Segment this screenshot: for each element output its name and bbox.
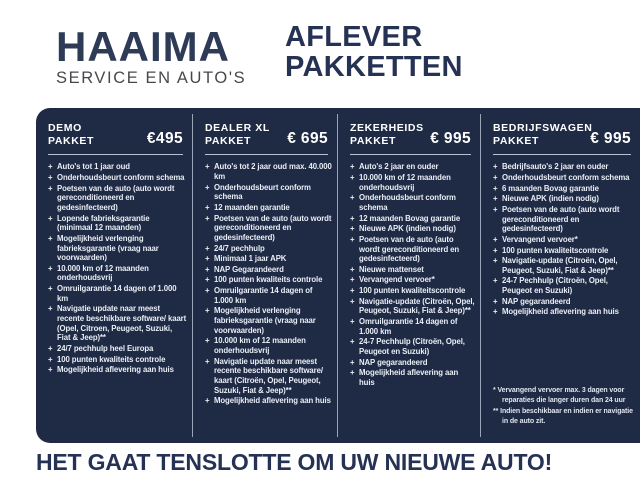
package-item-text: Onderhoudsbeurt conform schema: [57, 172, 185, 182]
package-item-text: 10.000 km of 12 maanden onderhoudsvrij: [214, 336, 306, 356]
header-rule: [350, 154, 471, 155]
package-item-text: Navigatie-update (Citroën, Opel, Peugeot, Suzuki, Fiat & Jeep)**: [502, 256, 618, 275]
package-name-line2: PAKKET: [493, 135, 539, 148]
plus-bullet-icon: +: [48, 183, 53, 193]
plus-bullet-icon: +: [350, 296, 355, 306]
plus-bullet-icon: +: [48, 233, 53, 243]
package-item: [350, 235, 475, 264]
package-item: [48, 234, 187, 263]
package-item-text: Onderhoudsbeurt conform schema: [502, 172, 630, 182]
plus-bullet-icon: +: [205, 243, 210, 253]
package-item: [350, 162, 475, 172]
package-item-text: Navigatie update naar meest recente beschikbare software/ kaart (Citroën, Opel, Peugeot, Suzuki, Fiat & Jeep)**: [214, 356, 323, 395]
package-item-text: 24/7 pechhulp heel Europa: [57, 344, 154, 354]
package-price: €495: [146, 130, 183, 148]
package-name-line2: PAKKET: [48, 135, 94, 148]
plus-bullet-icon: +: [205, 254, 210, 264]
plus-bullet-icon: +: [350, 224, 355, 234]
package-item: [350, 214, 475, 224]
slogan: HET GAAT TENSLOTTE OM UW NIEUWE AUTO!: [36, 449, 553, 475]
header-rule: [205, 154, 328, 155]
package-item-list: [493, 162, 635, 318]
plus-bullet-icon: +: [205, 306, 210, 316]
package-item: [205, 357, 332, 396]
package-item-text: Nieuwe APK (indien nodig): [502, 194, 599, 204]
package-item-text: Omruilgarantie 14 dagen of 1.000 km: [214, 286, 313, 305]
package-item: [48, 284, 187, 303]
plus-bullet-icon: +: [350, 368, 355, 378]
plus-bullet-icon: +: [48, 263, 53, 273]
package-item: [48, 214, 187, 233]
package-item: [48, 344, 187, 354]
package-item: [205, 275, 332, 285]
package-item-text: 100 punten kwaliteits controle: [214, 275, 323, 285]
package-name-line1: DEALER XL: [205, 122, 270, 134]
package-item-text: Mogelijkheid aflevering aan huis: [359, 368, 459, 388]
package-item-text: Poetsen van de auto (auto wordt gereconditioneerd en gedesinfecteerd): [214, 213, 332, 242]
plus-bullet-icon: +: [350, 286, 355, 296]
brand-name: HAAIMA: [56, 23, 230, 70]
package-item-list: [205, 162, 332, 407]
package-item: [205, 336, 332, 355]
package-item-text: Auto's tot 1 jaar oud: [57, 162, 130, 172]
plus-bullet-icon: +: [48, 354, 53, 364]
package-item-text: 24-7 Pechhulp (Citroën, Opel, Peugeot en Suzuki): [502, 276, 608, 296]
footnotes: [493, 386, 635, 433]
header-rule: [493, 154, 631, 155]
package-item: [48, 162, 187, 172]
plus-bullet-icon: +: [493, 245, 498, 255]
header-rule: [48, 154, 183, 155]
package-item-list: [350, 162, 475, 388]
package-item-text: Omruilgarantie 14 dagen of 1.000 km: [359, 317, 458, 336]
package-name: [493, 122, 593, 148]
package-item: [48, 264, 187, 283]
package-item: [205, 214, 332, 243]
packages-panel: [36, 108, 640, 443]
package-item-text: Mogelijkheid verlenging fabrieksgarantie (vraag naar voorwaarden): [57, 233, 159, 263]
plus-bullet-icon: +: [493, 256, 498, 266]
plus-bullet-icon: +: [205, 162, 210, 172]
plus-bullet-icon: +: [48, 213, 53, 223]
plus-bullet-icon: +: [48, 344, 53, 354]
page-title-line2: PAKKETTEN: [285, 51, 463, 84]
brand-logo: [56, 23, 247, 88]
header: [0, 0, 640, 108]
package-item-text: 24/7 pechhulp: [214, 243, 265, 253]
package-zekerheids: [337, 114, 480, 437]
package-item-text: Mogelijkheid verlenging fabrieksgarantie (vraag naar voorwaarden): [214, 306, 316, 335]
package-item: [350, 286, 475, 296]
package-item-text: Poetsen van de auto (auto wordt gereconditioneerd en gedesinfecteerd): [57, 183, 175, 212]
plus-bullet-icon: +: [350, 213, 355, 223]
plus-bullet-icon: +: [350, 275, 355, 285]
package-price: € 695: [287, 130, 328, 148]
package-item: [205, 286, 332, 305]
plus-bullet-icon: +: [205, 182, 210, 192]
plus-bullet-icon: +: [48, 172, 53, 182]
package-item: [493, 246, 635, 256]
package-item: [48, 184, 187, 213]
package-name-line2: PAKKET: [205, 135, 251, 148]
package-item: [493, 205, 635, 234]
package-item: [350, 265, 475, 275]
package-item: [493, 276, 635, 295]
page-title: [285, 22, 463, 83]
plus-bullet-icon: +: [350, 234, 355, 244]
plus-bullet-icon: +: [48, 284, 53, 294]
package-item-text: Poetsen van de auto (auto wordt gereconditioneerd en gedesinfecteerd): [502, 204, 620, 234]
plus-bullet-icon: +: [493, 162, 498, 172]
package-item: [350, 317, 475, 336]
package-item: [205, 183, 332, 202]
package-item: [350, 368, 475, 387]
package-header: [350, 122, 475, 148]
package-item-text: Auto's 2 jaar en ouder: [359, 162, 439, 172]
package-item-text: NAP Gegarandeerd: [214, 264, 284, 274]
package-item-text: Bedrijfsauto's 2 jaar en ouder: [502, 162, 609, 172]
package-item-text: 100 punten kwaliteitscontrole: [502, 245, 609, 255]
package-item: [205, 265, 332, 275]
package-item-text: 100 punten kwaliteitscontrole: [359, 286, 466, 296]
package-item: [493, 173, 635, 183]
package-name-line1: BEDRIJFSWAGEN: [493, 122, 593, 134]
plus-bullet-icon: +: [205, 286, 210, 296]
package-price: € 995: [590, 130, 631, 148]
plus-bullet-icon: +: [205, 264, 210, 274]
package-item: [48, 365, 187, 375]
package-item-text: Nieuwe APK (indien nodig): [359, 224, 456, 234]
plus-bullet-icon: +: [350, 172, 355, 182]
brand-tagline: SERVICE EN AUTO'S: [56, 69, 247, 87]
package-item: [48, 173, 187, 183]
plus-bullet-icon: +: [205, 336, 210, 346]
plus-bullet-icon: +: [350, 317, 355, 327]
package-item: [493, 256, 635, 275]
package-item: [350, 337, 475, 356]
package-item: [493, 184, 635, 194]
package-name: [205, 122, 287, 148]
plus-bullet-icon: +: [48, 365, 53, 375]
package-item-text: Omruilgarantie 14 dagen of 1.000 km: [57, 284, 177, 303]
package-item-list: [48, 162, 187, 376]
package-item: [493, 235, 635, 245]
package-item-text: 100 punten kwaliteits controle: [57, 354, 166, 364]
package-item-text: 10.000 km of 12 maanden onderhoudsvrij: [57, 263, 149, 283]
plus-bullet-icon: +: [493, 204, 498, 214]
package-item-text: Auto's tot 2 jaar oud max. 40.000 km: [214, 162, 332, 181]
plus-bullet-icon: +: [48, 162, 53, 172]
page-title-line1: AFLEVER: [285, 21, 423, 53]
package-item: [205, 396, 332, 406]
plus-bullet-icon: +: [493, 183, 498, 193]
package-item-text: 10.000 km of 12 maanden onderhoudsvrij: [359, 172, 451, 192]
plus-bullet-icon: +: [350, 162, 355, 172]
plus-bullet-icon: +: [205, 202, 210, 212]
package-item-text: Onderhoudsbeurt conform schema: [359, 193, 456, 212]
package-item: [205, 254, 332, 264]
package-item: [493, 194, 635, 204]
package-header: [205, 122, 332, 148]
package-item-text: 24-7 Pechhulp (Citroën, Opel, Peugeot en Suzuki): [359, 337, 465, 357]
package-item-text: Poetsen van de auto (auto wordt gereconditioneerd en gedesinfecteerd): [359, 234, 460, 264]
plus-bullet-icon: +: [493, 276, 498, 286]
plus-bullet-icon: +: [493, 194, 498, 204]
plus-bullet-icon: +: [350, 357, 355, 367]
package-item-text: 12 maanden garantie: [214, 202, 290, 212]
plus-bullet-icon: +: [205, 396, 210, 406]
package-item-text: Navigatie update naar meest recente beschikbare software/ kaart (Opel, Citroen, Peugeot, Suzuki, Fiat & Jeep)**: [57, 304, 187, 343]
package-name-line2: PAKKET: [350, 135, 396, 148]
package-item-text: Onderhoudsbeurt conform schema: [214, 182, 311, 202]
plus-bullet-icon: +: [350, 264, 355, 274]
package-item: [350, 173, 475, 192]
plus-bullet-icon: +: [350, 337, 355, 347]
package-name: [48, 122, 147, 148]
plus-bullet-icon: +: [493, 307, 498, 317]
package-bedrijfswagen: [480, 114, 640, 437]
package-item: [205, 244, 332, 254]
package-header: [493, 122, 635, 148]
package-item-text: NAP gegarandeerd: [359, 357, 428, 367]
package-item: [493, 307, 635, 317]
package-item-text: Nieuwe mattenset: [359, 264, 424, 274]
plus-bullet-icon: +: [493, 234, 498, 244]
plus-bullet-icon: +: [205, 356, 210, 366]
package-item-text: Mogelijkheid aflevering aan huis: [214, 396, 331, 406]
package-name-line1: DEMO: [48, 122, 82, 134]
package-name: [350, 122, 430, 148]
package-item: [350, 275, 475, 285]
package-item-text: 6 maanden Bovag garantie: [502, 183, 599, 193]
package-item: [205, 203, 332, 213]
plus-bullet-icon: +: [493, 296, 498, 306]
package-item: [205, 306, 332, 335]
package-demo: [36, 114, 192, 437]
package-item: [350, 193, 475, 212]
package-item-text: Mogelijkheid aflevering aan huis: [502, 307, 619, 317]
plus-bullet-icon: +: [48, 304, 53, 314]
package-item-text: NAP gegarandeerd: [502, 296, 571, 306]
package-item: [493, 162, 635, 172]
footnote-navigatie: ** Indien beschikbaar en indien er navigatie in de auto zit.: [493, 408, 633, 426]
package-item-text: Vervangend vervoer*: [359, 275, 435, 285]
package-item: [48, 304, 187, 343]
plus-bullet-icon: +: [205, 213, 210, 223]
package-item: [205, 162, 332, 181]
plus-bullet-icon: +: [205, 275, 210, 285]
package-price: € 995: [430, 130, 471, 148]
plus-bullet-icon: +: [350, 193, 355, 203]
package-dealer-xl: [192, 114, 337, 437]
package-item-text: Minimaal 1 jaar APK: [214, 254, 287, 264]
package-item: [48, 355, 187, 365]
package-item: [493, 297, 635, 307]
plus-bullet-icon: +: [493, 172, 498, 182]
package-item-text: Vervangend vervoer*: [502, 234, 578, 244]
package-name-line1: ZEKERHEIDS: [350, 122, 424, 134]
package-item: [350, 224, 475, 234]
package-item-text: Lopende fabrieksgarantie (minimaal 12 maanden): [57, 213, 150, 233]
package-item-text: Mogelijkheid aflevering aan huis: [57, 365, 174, 375]
footnote-vervangend-vervoer: * Vervangend vervoer max. 3 dagen voor reparaties die langer duren dan 24 uur: [493, 386, 626, 404]
package-item: [350, 297, 475, 316]
package-item: [350, 358, 475, 368]
package-item-text: 12 maanden Bovag garantie: [359, 213, 461, 223]
package-header: [48, 122, 187, 148]
package-item-text: Navigatie-update (Citroën, Opel, Peugeot, Suzuki, Fiat & Jeep)**: [359, 296, 475, 316]
